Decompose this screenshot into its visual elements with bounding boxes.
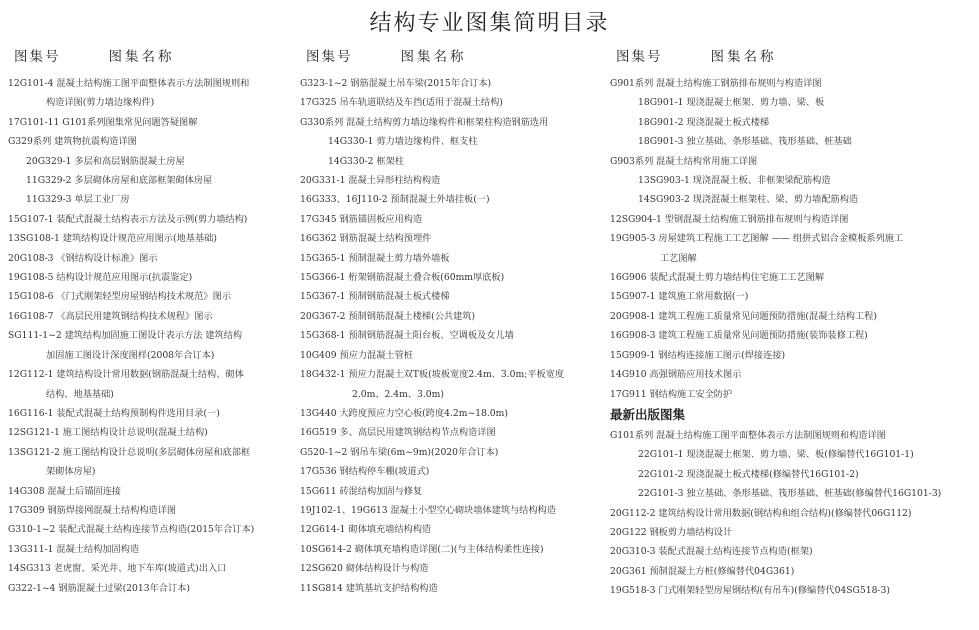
- catalog-entry: 12SG121-1 施工图结构设计总说明(混凝土结构): [8, 427, 208, 439]
- catalog-entry: 20G361 预制混凝土方桩(修编替代04G361): [610, 565, 795, 577]
- catalog-entry: 20G331-1 混凝土异形柱结构构造: [300, 175, 441, 187]
- section-title-new-releases: 最新出版图集: [610, 406, 686, 422]
- catalog-entry: G323-1~2 钢筋混凝土吊车梁(2015年合订本): [300, 78, 492, 89]
- page-title: 结构专业图集简明目录: [369, 11, 610, 36]
- catalog-entry: 18G901-3 独立基础、条形基础、筏形基础、桩基础: [638, 136, 852, 148]
- header-atlas-number: 图集号: [14, 49, 61, 65]
- catalog-entry: 13SG903-1 现浇混凝土板、非框架梁配筋构造: [638, 175, 831, 187]
- catalog-entry: 15G108-6 《门式刚架轻型房屋钢结构技术规范》图示: [8, 291, 231, 303]
- catalog-entry: 17G536 钢结构停车棚(坡道式): [300, 466, 430, 478]
- column-header: [8, 45, 298, 69]
- catalog-entry: 15G368-1 预制钢筋混凝土阳台板、空调板及女儿墙: [300, 330, 514, 342]
- catalog-entry: 15G367-1 预制钢筋混凝土板式楼梯: [300, 291, 450, 303]
- catalog-entry: 14G330-2 框架柱: [328, 155, 404, 167]
- catalog-list-1: [8, 74, 298, 598]
- catalog-entry: G901系列 混凝土结构施工钢筋排布规则与构造详图: [610, 78, 822, 89]
- catalog-entry: 14G330-1 剪力墙边缘构件、框支柱: [328, 136, 478, 148]
- header-atlas-name: 图集名称: [710, 49, 777, 65]
- catalog-entry: 13SG108-1 建筑结构设计规范应用图示(地基基础): [8, 233, 217, 245]
- catalog-entry: 19J102-1、19G613 混凝土小型空心砌块墙体建筑与结构构造: [300, 504, 556, 516]
- catalog-entry: 16G333、16J110-2 预制混凝土外墙挂板(一): [300, 194, 490, 206]
- catalog-entry: 18G901-1 现浇混凝土框架、剪力墙、梁、板: [638, 97, 825, 109]
- catalog-entry: 12SG904-1 型钢混凝土结构施工钢筋排布规则与构造详图: [610, 213, 849, 225]
- catalog-entry: 12G614-1 砌体填充墙结构构造: [300, 524, 432, 536]
- catalog-entry: 17G101-11 G101系列图集常见问题答疑图解: [8, 116, 198, 128]
- catalog-entry: 12G112-1 建筑结构设计常用数据(钢筋混凝土结构、砌体: [8, 369, 244, 381]
- catalog-entry: 15G611 砖混结构加固与修复: [300, 485, 423, 497]
- catalog-entry-continuation: 工艺图解: [660, 252, 697, 264]
- catalog-entry: 17G345 钢筋锚固板应用构造: [300, 213, 423, 225]
- catalog-entry: 13SG121-2 施工图结构设计总说明(多层砌体房屋和底部框: [8, 446, 251, 458]
- catalog-entry: 22G101-1 现浇混凝土框架、剪力墙、梁、板(修编替代16G101-1): [638, 449, 914, 461]
- catalog-entry-continuation: 结构、地基基础): [46, 388, 114, 400]
- catalog-list-2: [300, 74, 606, 598]
- catalog-entry: 15G107-1 装配式混凝土结构表示方法及示例(剪力墙结构): [8, 213, 248, 225]
- catalog-entry: 10G409 预应力混凝土管桩: [300, 349, 413, 361]
- header-atlas-number: 图集号: [306, 49, 353, 65]
- catalog-entry: 11G329-2 多层砌体房屋和底部框架砌体房屋: [26, 175, 213, 187]
- catalog-entry: 17G309 钢筋焊接网混凝土结构构造详图: [8, 504, 177, 516]
- catalog-entry: 22G101-2 现浇混凝土板式楼梯(修编替代16G101-2): [638, 468, 859, 480]
- catalog-entry-continuation: 加固施工图设计深度图样(2008年合订本): [46, 349, 215, 361]
- catalog-entry: 18G901-2 现浇混凝土板式楼梯: [638, 116, 770, 128]
- catalog-entry: 12G101-4 混凝土结构施工图平面整体表示方法制图规则和: [8, 78, 250, 89]
- catalog-column-1: [8, 45, 298, 598]
- catalog-entry: 19G108-5 结构设计规范应用图示(抗震鉴定): [8, 272, 193, 284]
- catalog-entry: 15G366-1 桁架钢筋混凝土叠合板(60mm厚底板): [300, 272, 505, 284]
- catalog-entry: 10SG614-2 砌体填充墙构造详图(二)(与主体结构柔性连接): [300, 543, 544, 555]
- header-atlas-name: 图集名称: [400, 49, 467, 65]
- catalog-entry: G520-1~2 钢吊车梁(6m~9m)(2020年合订本): [300, 446, 499, 458]
- catalog-list-3: [610, 74, 976, 404]
- catalog-entry: 20G310-3 装配式混凝土结构连接节点构造(框架): [610, 546, 813, 558]
- catalog-column-3: [610, 45, 976, 601]
- catalog-entry: 16G908-3 建筑工程施工质量常见问题预防措施(装饰装修工程): [610, 330, 868, 342]
- catalog-entry: 20G122 钢板剪力墙结构设计: [610, 526, 733, 538]
- catalog-entry: 20G367-2 预制钢筋混凝土楼梯(公共建筑): [300, 310, 476, 322]
- catalog-entry: G903系列 混凝土结构常用施工详图: [610, 155, 758, 167]
- catalog-entry: 16G108-7 《高层民用建筑钢结构技术规程》图示: [8, 310, 213, 322]
- catalog-entry: 16G116-1 装配式混凝土结构预制构件选用目录(一): [8, 407, 220, 419]
- catalog-entry: 11SG814 建筑基坑支护结构构造: [300, 582, 438, 594]
- catalog-entry: 16G906 装配式混凝土剪力墙结构住宅施工工艺图解: [610, 272, 825, 284]
- catalog-entry: 22G101-3 独立基础、条形基础、筏形基础、桩基础(修编替代16G101-3): [638, 488, 942, 500]
- catalog-entry: 14G910 高强钢筋应用技术图示: [610, 369, 742, 381]
- catalog-entry: 19G518-3 门式刚架轻型房屋钢结构(有吊车)(修编替代04SG518-3): [610, 585, 890, 597]
- header-atlas-name: 图集名称: [108, 49, 175, 65]
- catalog-entry: 16G362 钢筋混凝土结构预埋件: [300, 233, 432, 245]
- catalog-entry: 18G432-1 预应力混凝土双T板(坡板宽度2.4m、3.0m;平板宽度: [300, 369, 565, 381]
- catalog-column-2: [300, 45, 606, 598]
- catalog-entry: 19G905-3 房屋建筑工程施工工艺图解 —— 组拼式铝合金模板系列施工: [610, 233, 904, 245]
- catalog-entry: 16G519 多、高层民用建筑钢结构节点构造详图: [300, 427, 496, 439]
- catalog-entry: 17G911 钢结构施工安全防护: [610, 388, 733, 400]
- catalog-entry: 15G909-1 钢结构连接施工图示(焊接连接): [610, 349, 786, 361]
- header-atlas-number: 图集号: [616, 49, 663, 65]
- catalog-entry: 14SG903-2 现浇混凝土框架柱、梁、剪力墙配筋构造: [638, 194, 859, 206]
- catalog-entry: 14SG313 老虎窗、采光井、地下车库(坡道式)出入口: [8, 563, 227, 575]
- catalog-entry: 12SG620 砌体结构设计与构造: [300, 563, 429, 575]
- catalog-entry-continuation: 构造详图(剪力墙边缘构件): [46, 97, 155, 109]
- catalog-entry: 13G440 大跨度预应力空心板(跨度4.2m~18.0m): [300, 407, 508, 419]
- column-header: [300, 45, 606, 69]
- catalog-entry: SG111-1~2 建筑结构加固施工图设计表示方法 建筑结构: [8, 330, 243, 342]
- catalog-entry: G330系列 混凝土结构剪力墙边缘构件和框架柱构造钢筋选用: [300, 116, 549, 128]
- catalog-entry: 11G329-3 单层工业厂房: [26, 194, 130, 206]
- catalog-entry: 20G908-1 建筑工程施工质量常见问题预防措施(混凝土结构工程): [610, 310, 877, 322]
- catalog-list-new-releases: [610, 426, 976, 601]
- catalog-entry: 13G311-1 混凝土结构加固构造: [8, 543, 140, 555]
- catalog-entry: 20G329-1 多层和高层钢筋混凝土房屋: [26, 155, 185, 167]
- catalog-entry: G329系列 建筑物抗震构造详图: [8, 136, 137, 148]
- catalog-entry-continuation: 架砌体房屋): [46, 466, 96, 478]
- catalog-entry: 14G308 混凝土后锚固连接: [8, 485, 121, 497]
- catalog-entry: G322-1~4 钢筋混凝土过梁(2013年合订本): [8, 582, 190, 594]
- catalog-entry: 20G108-3 《钢结构设计标准》图示: [8, 252, 158, 264]
- catalog-entry: 17G325 吊车轨道联结及车挡(适用于混凝土结构): [300, 97, 503, 109]
- catalog-entry: 15G907-1 建筑施工常用数据(一): [610, 291, 749, 303]
- catalog-entry-continuation: 2.0m、2.4m、3.0m): [352, 388, 444, 400]
- column-header: [610, 45, 976, 69]
- catalog-entry: G101系列 混凝土结构施工图平面整体表示方法制图规则和构造详图: [610, 429, 886, 441]
- catalog-entry: 20G112-2 建筑结构设计常用数据(钢结构和组合结构)(修编替代06G112): [610, 507, 912, 519]
- catalog-entry: G310-1~2 装配式混凝土结构连接节点构造(2015年合订本): [8, 524, 255, 536]
- catalog-entry: 15G365-1 预制混凝土剪力墙外墙板: [300, 252, 450, 264]
